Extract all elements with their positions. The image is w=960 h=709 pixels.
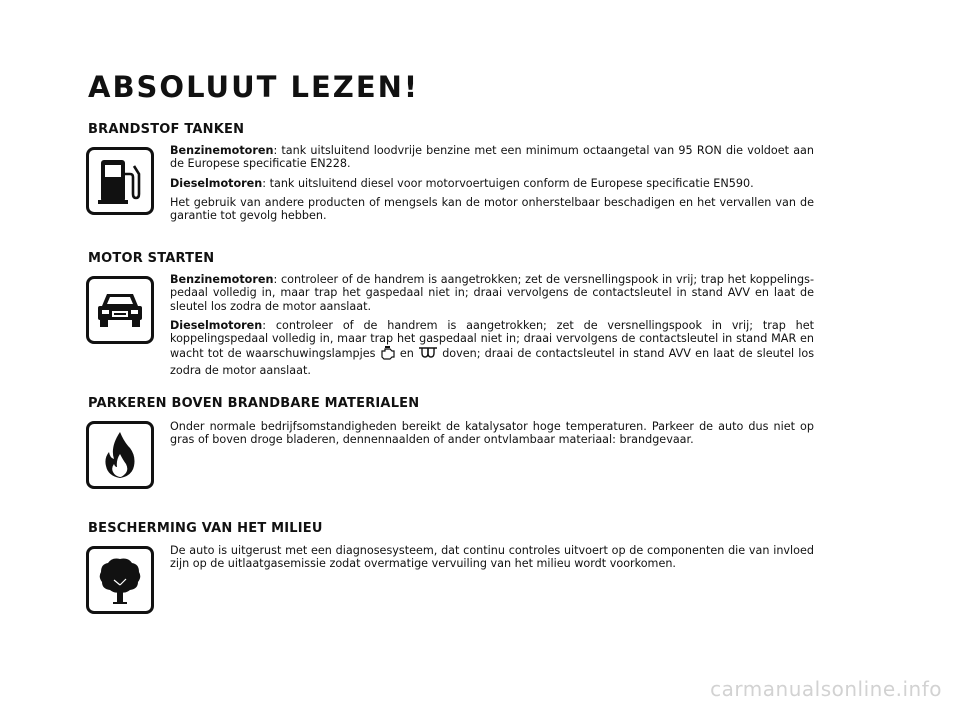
start-petrol-label: Benzinemotoren	[170, 273, 274, 286]
fuel-pump-icon	[86, 147, 154, 215]
fuel-diesel-paragraph	[170, 177, 814, 190]
tree-icon	[86, 546, 154, 614]
start-diesel-text-after: doven; draai de contactsleutel in stand AVV en laat de sleutel los zodra de motor aanslaat.	[170, 347, 815, 377]
glow-plug-icon	[418, 346, 438, 363]
section-heading-environment: BESCHERMING VAN HET MILIEU	[88, 521, 323, 536]
start-petrol-paragraph	[170, 273, 814, 313]
start-diesel-text-and: en	[399, 347, 414, 361]
environment-paragraph: De auto is uitgerust met een diagnosesysteem, dat continu controles uitvoert op de componenten die van invloed zijn op de uitlaatgasemissie zodat overmatige vervuiling van het milieu wordt voorkomen.	[170, 544, 814, 571]
start-diesel-paragraph	[170, 319, 814, 377]
section-heading-parking: PARKEREN BOVEN BRANDBARE MATERIALEN	[88, 396, 420, 411]
fuel-petrol-label: Benzinemotoren	[170, 144, 274, 157]
environment-text	[170, 544, 814, 577]
section-heading-fuel: BRANDSTOF TANKEN	[88, 122, 245, 137]
start-text	[170, 273, 814, 383]
parking-paragraph: Onder normale bedrijfsomstandigheden bereikt de katalysator hoge temperaturen. Parkeer de auto dus niet op gras of boven droge bladeren, dennennaalden of ander ontvlambaar materiaal: brandgevaar.	[170, 420, 814, 447]
fuel-petrol-text: : tank uitsluitend loodvrije benzine met een minimum octaangetal van 95 RON die voldoet aan de Europese specificatie EN228.	[170, 144, 814, 171]
fuel-diesel-label: Dieselmotoren	[170, 176, 263, 190]
start-diesel-text-before: : controleer of de handrem is aangetrokken; zet de versnellingspook in vrij; trap het koppelingspedaal volledig in, maar trap het gaspedaal niet in; draai vervolgens de contactsleutel in stand MAR en wacht tot de waarschuwingslampjes	[170, 318, 814, 361]
fire-icon	[86, 421, 154, 489]
page-title: ABSOLUUT LEZEN!	[88, 70, 420, 104]
engine-warning-icon	[380, 345, 396, 363]
car-front-icon	[86, 276, 154, 344]
fuel-petrol-paragraph	[170, 144, 814, 171]
fuel-diesel-text: : tank uitsluitend diesel voor motorvoertuigen conform de Europese specificatie EN590.	[262, 176, 754, 190]
parking-text	[170, 420, 814, 453]
start-petrol-text: : controleer of de handrem is aangetrokken; zet de versnellingspook in vrij; trap het koppelingspedaal volledig in, maar trap het gaspedaal niet in; draai vervolgens de contactsleutel in stand AVV en laat de sleutel los zodra de motor aanslaat.	[170, 273, 814, 313]
fuel-text	[170, 144, 814, 228]
fuel-warning-paragraph: Het gebruik van andere producten of mengsels kan de motor onherstelbaar beschadigen en het vervallen van de garantie tot gevolg hebben.	[170, 195, 814, 223]
section-heading-start: MOTOR STARTEN	[88, 251, 215, 266]
watermark: carmanualsonline.info	[710, 677, 942, 701]
start-diesel-label: Dieselmotoren	[170, 318, 263, 332]
